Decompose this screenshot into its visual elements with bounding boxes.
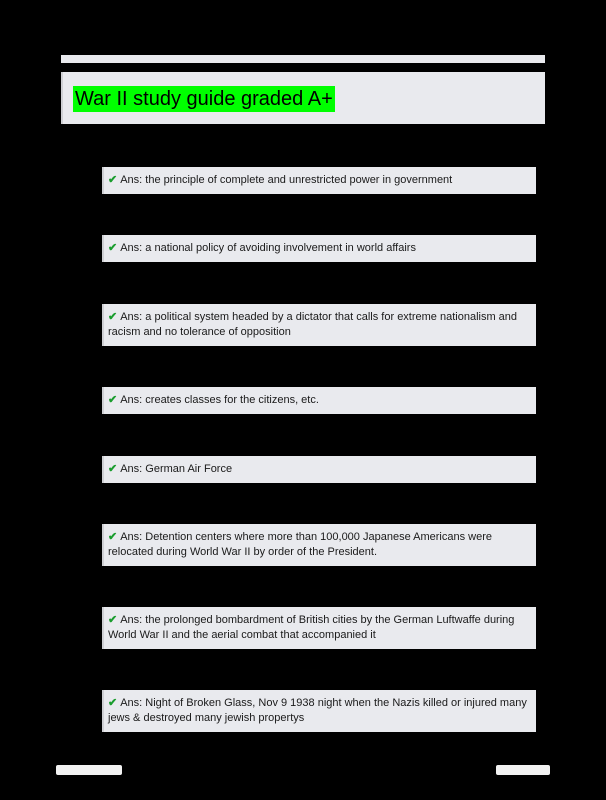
answer-box [102, 456, 536, 483]
answer-text: Ans: a political system headed by a dictator that calls for extreme nationalism and racism and no tolerance of opposition [108, 311, 518, 338]
document-title: War II study guide graded A+ [75, 88, 333, 110]
answer-text: Ans: Detention centers where more than 100,000 Japanese Americans were relocated during World War II by order of the President. [108, 531, 492, 558]
answer-box [102, 235, 536, 262]
answer-text: Ans: German Air Force [120, 463, 233, 475]
answer-text: Ans: the principle of complete and unrestricted power in government [120, 174, 453, 186]
answer-text: Ans: the prolonged bombardment of British cities by the German Luftwaffe during World War II and the aerial combat that accompanied it [108, 614, 515, 641]
header-rule [61, 55, 545, 63]
check-icon: ✔ [108, 531, 118, 543]
answer-text: Ans: Night of Broken Glass, Nov 9 1938 night when the Nazis killed or injured many jews & destroyed many jewish propertys [108, 697, 527, 724]
answer-box [102, 304, 536, 346]
check-icon: ✔ [108, 242, 118, 254]
title-box [61, 72, 545, 124]
answer-box [102, 607, 536, 649]
answer-text: Ans: creates classes for the citizens, etc. [120, 394, 319, 406]
answer-text: Ans: a national policy of avoiding involvement in world affairs [120, 242, 416, 254]
check-icon: ✔ [108, 697, 118, 709]
check-icon: ✔ [108, 394, 118, 406]
check-icon: ✔ [108, 311, 118, 323]
answer-box [102, 387, 536, 414]
answer-box [102, 167, 536, 194]
answer-box [102, 524, 536, 566]
check-icon: ✔ [108, 463, 118, 475]
footer-page-mark [496, 765, 550, 775]
footer-site-mark [56, 765, 122, 775]
answer-box [102, 690, 536, 732]
check-icon: ✔ [108, 174, 118, 186]
check-icon: ✔ [108, 614, 118, 626]
